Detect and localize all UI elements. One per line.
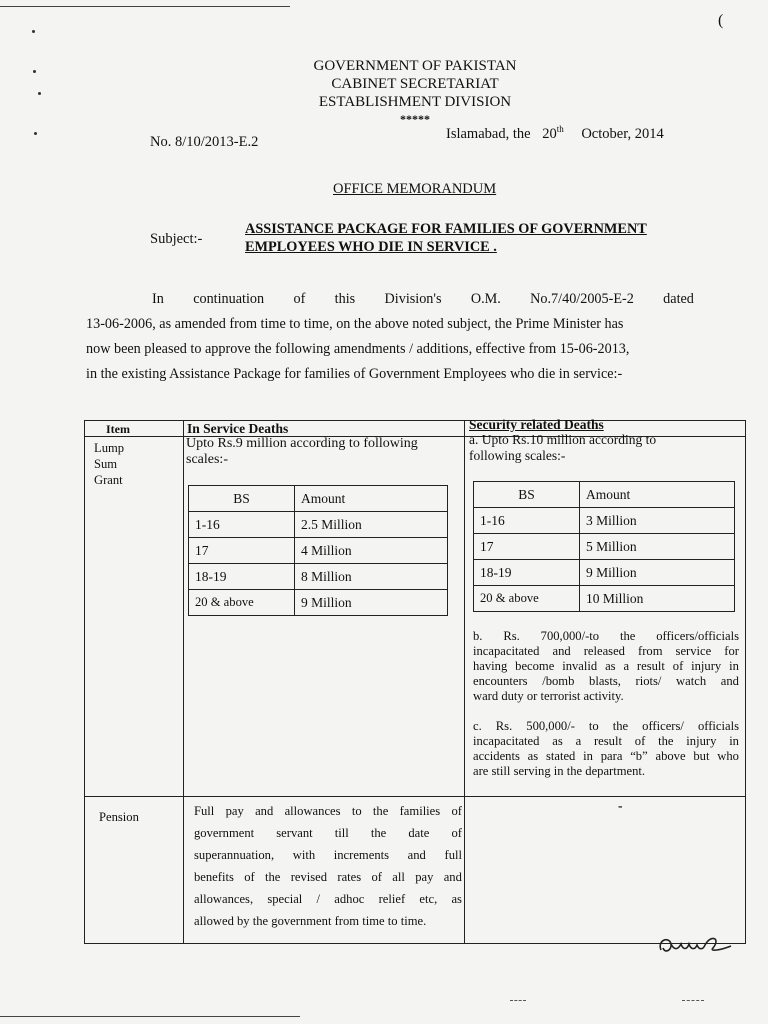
body-line-3: now been pleased to approve the following amendments / additions, effective from 15-06-2013,: [86, 341, 630, 357]
scale-header-row: BS Amount: [189, 486, 447, 512]
margin-dot: [34, 132, 37, 135]
date-place: Islamabad, the: [446, 125, 531, 142]
date-month-year: October, 2014: [581, 125, 664, 142]
scale-header-row: BS Amount: [474, 482, 734, 508]
scale-row: 17 5 Million: [474, 534, 734, 560]
scan-speck: [682, 1000, 704, 1001]
header-division: ESTABLISHMENT DIVISION: [318, 94, 512, 110]
security-scale-table: [473, 481, 735, 612]
signature-image: [655, 930, 735, 962]
body-paragraph: [86, 287, 694, 387]
subject-label: Subject:-: [150, 231, 203, 247]
table-rule: [464, 420, 465, 944]
body-line-4: in the existing Assistance Package for families of Government Employees who die in service:-: [86, 366, 623, 382]
scan-speck: [510, 1000, 526, 1001]
header-item: Item: [106, 422, 130, 436]
header-security: Security related Deaths: [469, 417, 604, 432]
pension-in-service: Full pay and allowances to the families of government servant till the date of superannuation, with increments and full benefits of the revised rates of all pay and allowances, special / adhoc relief etc, as allowed by the government from time to time.: [194, 804, 462, 928]
scale-row: 1-16 3 Million: [474, 508, 734, 534]
item-lump-sum: Lump Sum Grant: [94, 441, 125, 487]
header-government: GOVERNMENT OF PAKISTAN: [313, 58, 517, 74]
top-rule: [0, 6, 290, 7]
scale-row: 20 & above 10 Million: [474, 586, 734, 611]
reference-number: No. 8/10/2013-E.2: [150, 134, 259, 150]
scale-row: 17 4 Million: [189, 538, 447, 564]
subject-line-1: ASSISTANCE PACKAGE FOR FAMILIES OF GOVERNMENT: [245, 221, 647, 237]
table-rule: [183, 420, 184, 944]
table-rule: [745, 420, 746, 944]
security-para-b: b. Rs. 700,000/-to the officers/officials incapacitated and released from service for having become invalid as a result of injury in encounters /bomb blasts, riots/ watch and ward duty or terrorist activity.: [473, 629, 739, 703]
scale-row: 18-19 9 Million: [474, 560, 734, 586]
body-line-1: In continuation of this Division's O.M. No.7/40/2005-E-2 dated: [152, 291, 694, 307]
table-rule: [84, 420, 85, 944]
scale-row: 1-16 2.5 Million: [189, 512, 447, 538]
assistance-table: [84, 417, 746, 944]
scale-row: 20 & above 9 Million: [189, 590, 447, 615]
memo-date: [446, 124, 664, 143]
bottom-rule: [0, 1016, 300, 1017]
in-service-scale-table: [188, 485, 448, 616]
subject-line-2: EMPLOYEES WHO DIE IN SERVICE .: [245, 239, 497, 255]
scale-row: 18-19 8 Million: [189, 564, 447, 590]
pension-security: -: [618, 798, 623, 813]
memo-title: OFFICE MEMORANDUM: [333, 181, 497, 197]
date-day: 20th: [542, 124, 564, 142]
security-para-c: c. Rs. 500,000/- to the officers/ officials incapacitated as a result of the injury in accidents as stated in para “b” above but who are still serving in the department.: [473, 719, 739, 778]
header-in-service: In Service Deaths: [187, 421, 289, 436]
security-intro: a. Upto Rs.10 million according to following scales:-: [469, 432, 657, 463]
header-cabinet: CABINET SECRETARIAT: [331, 76, 499, 92]
in-service-intro: Upto Rs.9 million according to following scales:-: [186, 436, 418, 467]
item-pension: Pension: [99, 810, 139, 824]
page-mark: (: [718, 12, 724, 29]
header-stars: *****: [400, 112, 430, 126]
body-line-2: 13-06-2006, as amended from time to time, on the above noted subject, the Prime Minister has: [86, 316, 624, 332]
margin-dot: [32, 30, 35, 33]
